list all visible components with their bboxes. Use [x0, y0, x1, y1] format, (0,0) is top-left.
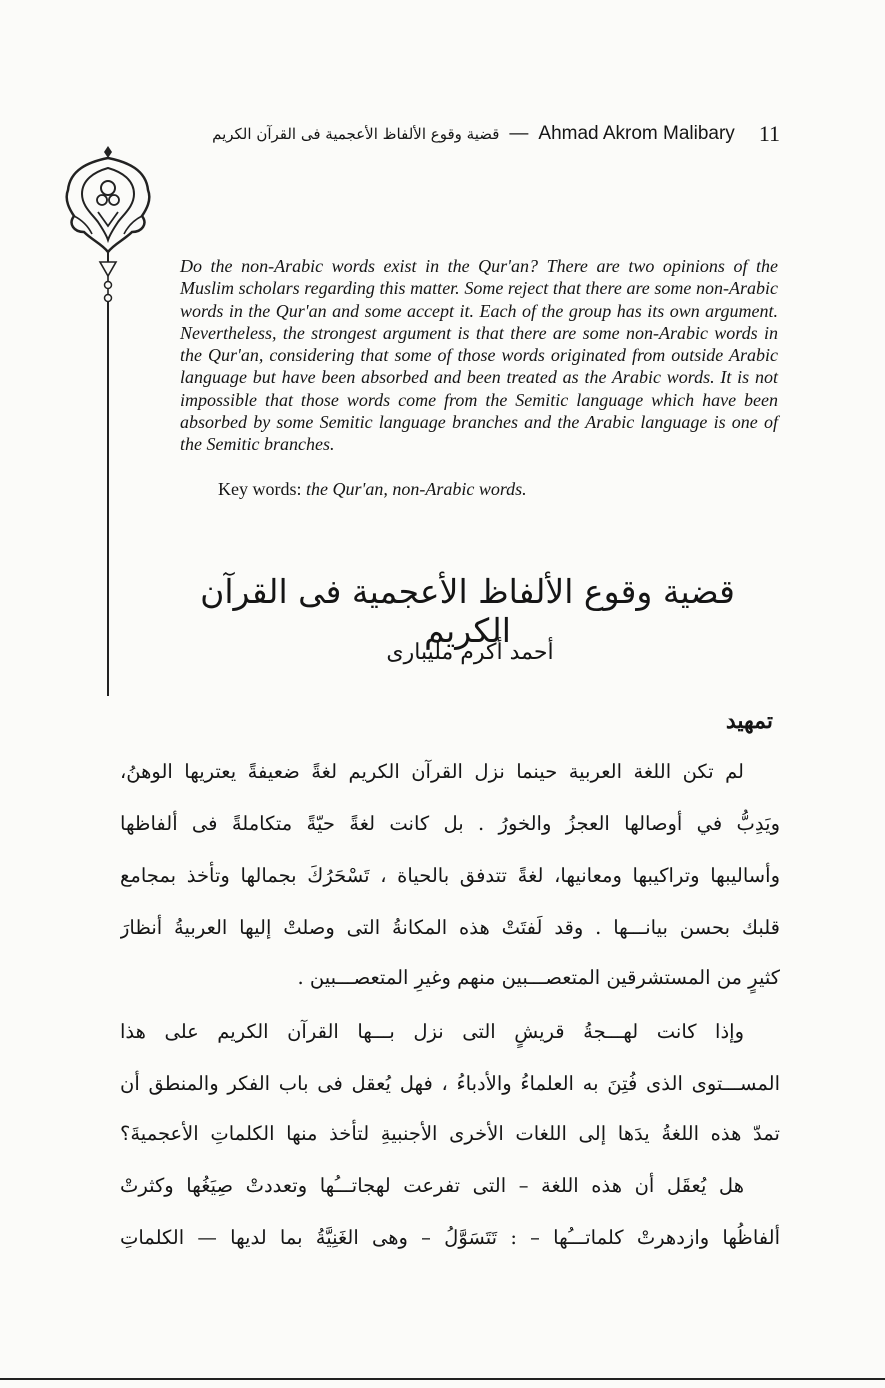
article-author: أحمد أكرم مليبارى	[386, 640, 554, 665]
article-title: قضية وقوع الألفاظ الأعجمية فى القرآن الكريم	[200, 572, 735, 650]
body-line: كثيرٍ من المستشرقين المتعصـــبين منهم وغيرِ المتعصـــبين .	[297, 966, 780, 989]
body-line: وأساليبها وتراكيبها ومعانيها، لغةً تتدفق بالحياة ، تَسْحَرُكَ بجمالها وتأخذ بمجامع	[120, 864, 780, 887]
bottom-edge-line	[0, 1378, 885, 1380]
body-line: وإذا كانت لهـــجةُ قريشٍ التى نزل بـــها القرآن الكريم على هذا	[120, 1020, 744, 1043]
body-line: ويَدِبُّ في أوصالها العجزُ والخورُ . بل كانت لغةً حيّةً متكاملةً فى ألفاظها	[120, 812, 780, 835]
page-number: 11	[758, 121, 780, 146]
section-heading: تمهيد	[725, 708, 773, 734]
header-author: Ahmad Akrom Malibary	[538, 123, 735, 144]
header-arabic-title: قضية وقوع الألفاظ الأعجمية فى القرآن الكريم	[212, 125, 500, 143]
body-line: قلبك بحسن بيانـــها . وقد لَفتَتْ هذه المكانةُ التى وصلتْ إليها العربيةُ أنظارَ	[120, 916, 780, 939]
abstract-text: Do the non-Arabic words exist in the Qur'an? There are two opinions of the Muslim scholars regarding this matter. Some reject that there are some non-Arabic words in the Qur'an and some accept it. Each of the group has its own argument. Nevertheless, the strongest argument is that there are some non-Arabic words in the Qur'an, considering that some of those words originated from outside Arabic language but have been absorbed and been treated as the Arabic words. It is not impossible that those words come from the Semitic language which have been absorbed by some Semitic language branches and the Arabic language is one of the Semitic branches.	[180, 256, 778, 455]
body-line: ألفاظُها وازدهرتْ كلماتـــُها – : تَتَسَوَّلُ – وهى الغَنِيَّةُ بما لديها — الكلماتِ	[120, 1226, 780, 1249]
body-line: تمدّ هذه اللغةُ يدَها إلى اللغات الأخرى الأجنبيةِ لتأخذ منها الكلماتِ الأعجميةَ؟	[120, 1122, 780, 1145]
ornament-icon	[58, 140, 158, 700]
body-line: المســـتوى الذى فُتِنَ به العلماءُ والأدباءُ ، فهل يُعقل فى باب الفكر والمنطق أن	[120, 1072, 780, 1095]
keywords	[218, 479, 778, 500]
body-line: هل يُعقَل أن هذه اللغة – التى تفرعت لهجاتـــُها وتعددتْ صِيَغُها وكثرتْ	[120, 1174, 744, 1197]
keywords-value: the Qur'an, non-Arabic words.	[306, 479, 527, 499]
keywords-label: Key words:	[218, 479, 302, 499]
running-header	[200, 117, 780, 151]
body-line: لم تكن اللغة العربية حينما نزل القرآن الكريم لغةً ضعيفةً يعتريها الوهنُ،	[120, 760, 744, 783]
header-dash: —	[509, 123, 529, 144]
